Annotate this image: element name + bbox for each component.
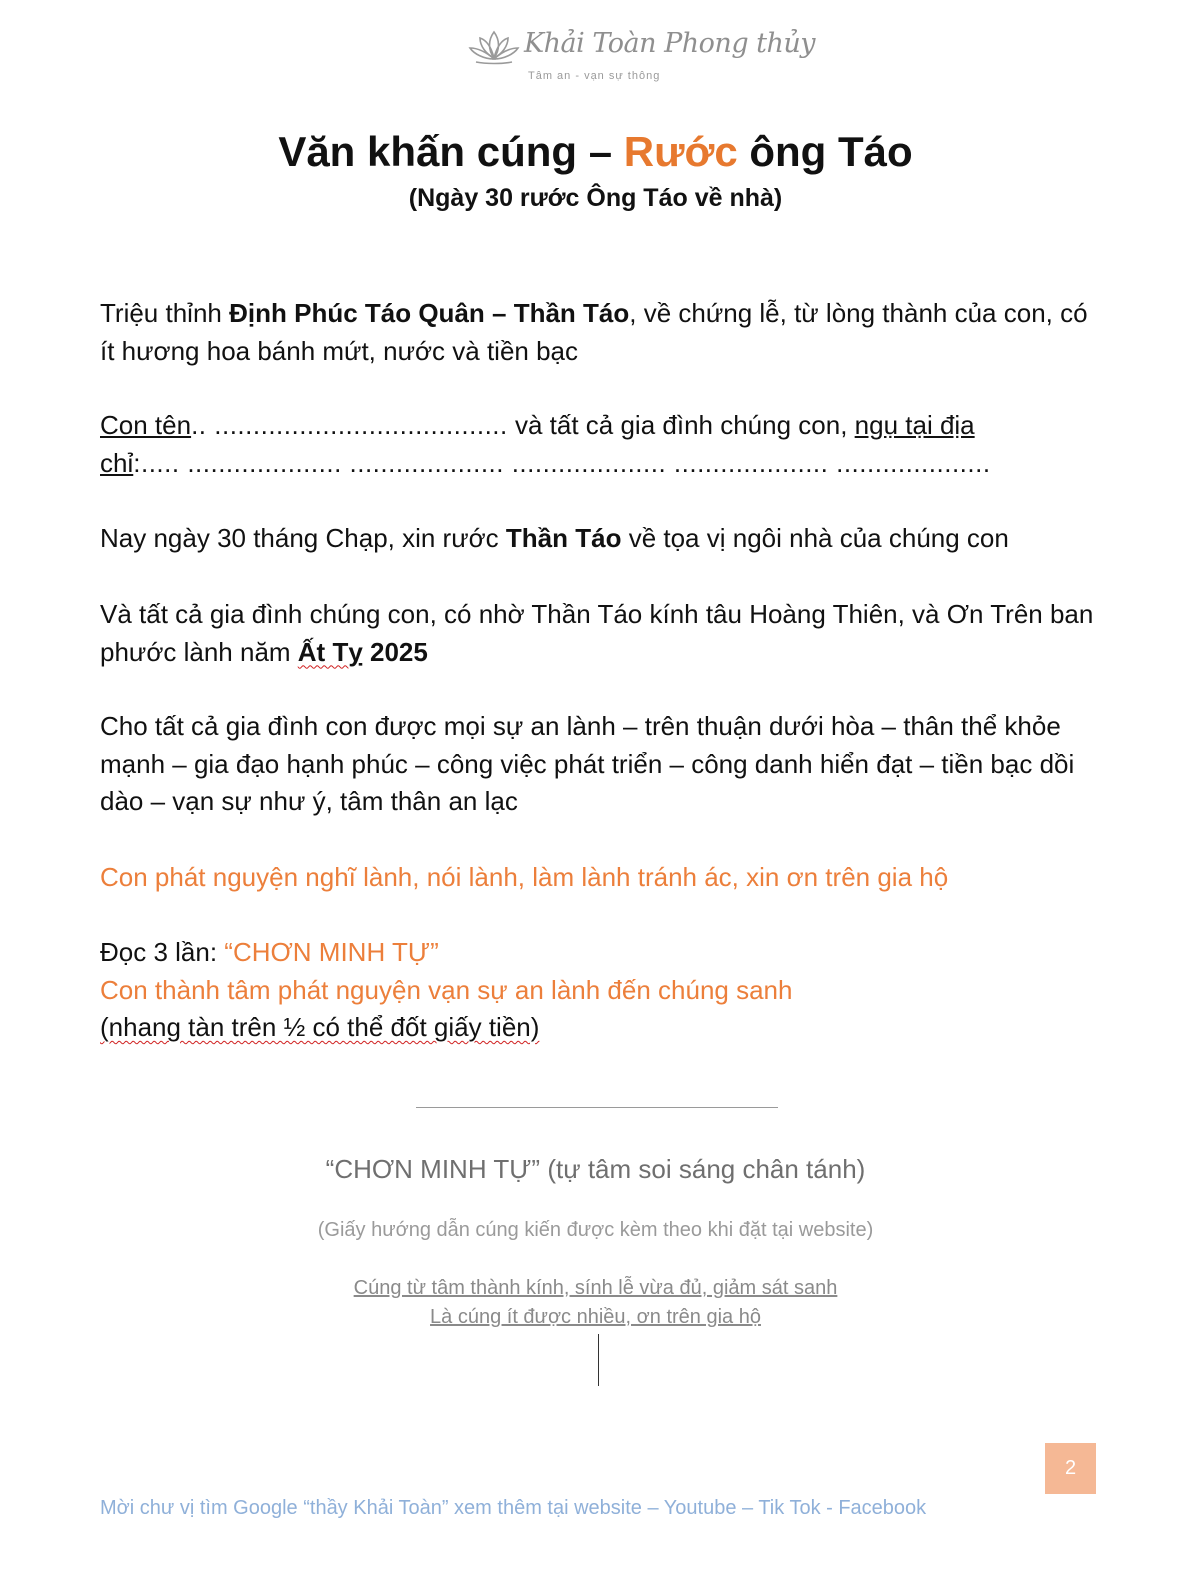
brand-logo [466, 24, 816, 88]
wishes-paragraph: Cho tất cả gia đình con được mọi sự an lành – trên thuận dưới hòa – thân thể khỏe mạnh – gia đạo hạnh phúc – công việc phát triển – công danh hiển đạt – tiền bạc dồi dào – vạn sự như ý, tâm thân an lạc [100, 711, 1075, 816]
deity-name: Định Phúc Táo Quân – Thần Táo [229, 298, 630, 328]
incense-note: (nhang tàn trên ½ có thể đốt giấy tiền) [100, 1012, 540, 1042]
brand-tagline: Tâm an - vạn sự thông [528, 70, 661, 82]
address-label: ngụ tại địa [854, 410, 975, 440]
lotus-icon [466, 26, 522, 71]
year-number: 2025 [362, 636, 428, 667]
page-title [0, 126, 1191, 178]
chant-label: Đọc 3 lần: [100, 937, 225, 967]
chant-text: “CHƠN MINH TỰ” [224, 937, 439, 967]
year-name: Ất Tỵ [297, 636, 363, 667]
commentary-line1: Cúng từ tâm thành kính, sính lễ vừa đủ, giảm sát sanh [353, 1277, 838, 1299]
p3-bold: Thần Táo [505, 523, 622, 553]
name-blank: .. ...................................... [191, 410, 508, 440]
chant-paragraph [100, 934, 1100, 1047]
vow-paragraph: Con phát nguyện nghĩ lành, nói lành, làm lành tránh ác, xin ơn trên gia hộ [100, 862, 949, 892]
name-address-paragraph [100, 407, 1100, 482]
title-part1: Văn khấn cúng – [278, 128, 624, 175]
commentary-title: “CHƠN MINH TỰ” (tự tâm soi sáng chân tánh) [325, 1154, 866, 1184]
p1-post: , về chứng lễ, từ lòng thành của con, có ít hương hoa bánh mứt, nước và tiền bạc [100, 298, 1088, 366]
p1-pre: Triệu thỉnh [100, 298, 230, 328]
title-part2: ông Táo [737, 128, 913, 175]
p3-pre: Nay ngày 30 tháng Chạp, xin rước [100, 523, 506, 553]
footer-links[interactable]: Mời chư vị tìm Google “thầy Khải Toàn” xem thêm tại website – Youtube – Tik Tok - Facebook [100, 1497, 927, 1519]
page-number-badge: 2 [1045, 1443, 1096, 1494]
invocation-paragraph [100, 295, 1100, 370]
page-subtitle: (Ngày 30 rước Ông Táo về nhà) [408, 184, 783, 212]
text-cursor [598, 1334, 599, 1386]
p4-pre: Và tất cả gia đình chúng con, có nhờ Thần Táo kính tâu Hoàng Thiên, và Ơn Trên ban phước lành năm [100, 599, 1094, 667]
divider [416, 1107, 778, 1108]
address-label-2: chỉ [100, 447, 134, 478]
chant-line2: Con thành tâm phát nguyện vạn sự an lành đến chúng sanh [100, 974, 793, 1005]
p3-post: về tọa vị ngôi nhà của chúng con [621, 523, 1009, 553]
name-label: Con tên [100, 410, 192, 440]
p2-mid: và tất cả gia đình chúng con, [507, 410, 855, 440]
brand-name: Khải Toàn Phong thủy [524, 28, 816, 59]
title-accent: Rước [623, 128, 738, 175]
address-blank: :..... .................... .................... .................... .................... .................... [133, 447, 991, 478]
commentary-note: (Giấy hướng dẫn cúng kiến được kèm theo khi đặt tại website) [317, 1219, 874, 1241]
date-paragraph [100, 520, 1120, 558]
commentary-line2: Là cúng ít được nhiều, ơn trên gia hộ [430, 1306, 761, 1328]
blessing-year-paragraph [100, 596, 1100, 671]
